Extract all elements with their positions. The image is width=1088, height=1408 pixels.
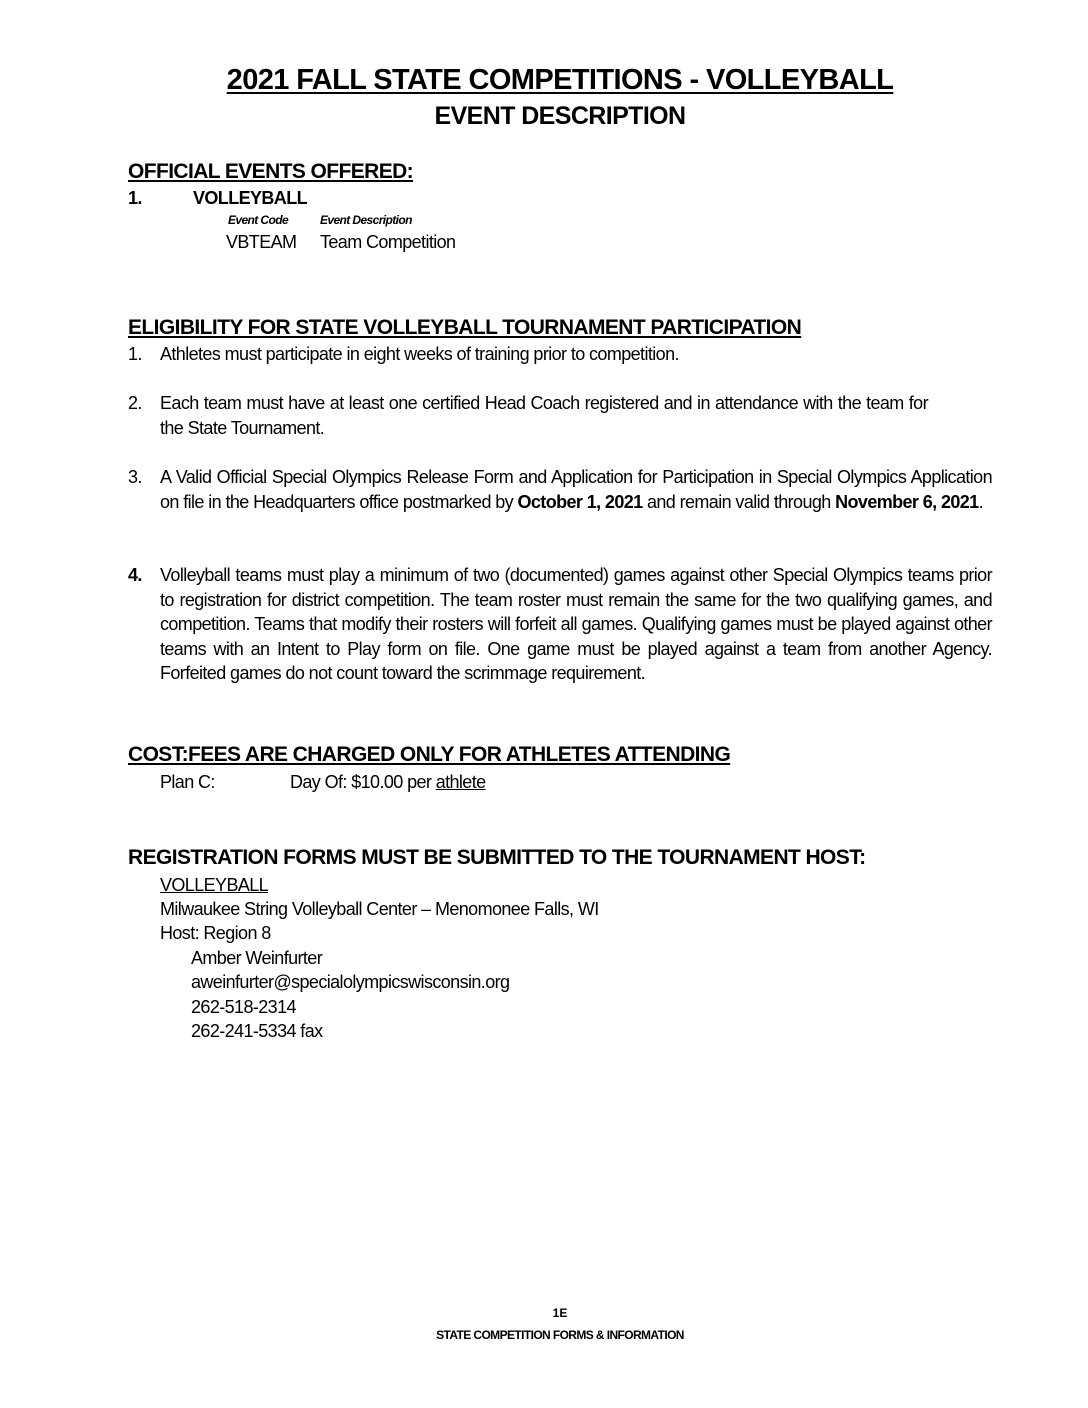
eligibility-item-4 [128, 563, 992, 686]
plan-fee: Day Of: $10.00 per athlete [290, 772, 486, 792]
event-code-header: Event Code [228, 213, 289, 227]
item-number: 4. [128, 565, 142, 585]
event-description: Team Competition [320, 232, 456, 252]
registration-sport: VOLLEYBALL [160, 875, 269, 895]
page-title: 2021 FALL STATE COMPETITIONS - VOLLEYBALL [226, 64, 894, 96]
item-text: Volleyball teams must play a minimum of two (documented) games against other Special Olympics teams prior to registration for district competition. The team roster must remain the same for the two qualifying games, and competition. Teams that modify their rosters will forfeit all games. Qualifying games must be played against other teams with an Intent to Play form on file. One game must be played against a team from another Agency. Forfeited games do not count toward the scrimmage requirement. [160, 565, 992, 683]
events-heading: OFFICIAL EVENTS OFFERED: [128, 160, 414, 183]
eligibility-heading: ELIGIBILITY FOR STATE VOLLEYBALL TOURNAMENT PARTICIPATION [128, 316, 802, 339]
contact-name: Amber Weinfurter [191, 948, 323, 968]
contact-phone: 262-518-2314 [191, 997, 296, 1017]
event-name: VOLLEYBALL [193, 188, 307, 208]
eligibility-item-1 [128, 342, 992, 367]
item-number: 3. [128, 467, 142, 487]
footer-label: STATE COMPETITION FORMS & INFORMATION [436, 1328, 684, 1342]
registration-venue: Milwaukee String Volleyball Center – Menomonee Falls, WI [160, 899, 599, 919]
item-text: Athletes must participate in eight weeks of training prior to competition. [160, 344, 679, 364]
item-text: Each team must have at least one certified Head Coach registered and in attendance with the team for the State Tournament. [160, 393, 928, 438]
page-subtitle: EVENT DESCRIPTION [434, 102, 686, 130]
item-text: A Valid Official Special Olympics Release Form and Application for Participation in Special Olympics Application on file in the Headquarters office postmarked by October 1, 2021 and remain valid through November 6, 2021. [160, 467, 992, 512]
item-number: 2. [128, 393, 142, 413]
cost-heading: COST:FEES ARE CHARGED ONLY FOR ATHLETES ATTENDING [128, 743, 731, 766]
eligibility-item-2 [128, 391, 928, 440]
page-number: 1E [552, 1306, 568, 1320]
event-number: 1. [128, 188, 142, 208]
event-code: VBTEAM [226, 232, 297, 252]
event-description-header: Event Description [320, 213, 412, 227]
registration-heading: REGISTRATION FORMS MUST BE SUBMITTED TO THE TOURNAMENT HOST: [128, 846, 866, 869]
item-number: 1. [128, 344, 142, 364]
registration-host: Host: Region 8 [160, 923, 271, 943]
contact-fax: 262-241-5334 fax [191, 1021, 323, 1041]
contact-email[interactable]: aweinfurter@specialolympicswisconsin.org [191, 972, 510, 992]
eligibility-item-3 [128, 465, 992, 514]
plan-label: Plan C: [160, 772, 215, 792]
